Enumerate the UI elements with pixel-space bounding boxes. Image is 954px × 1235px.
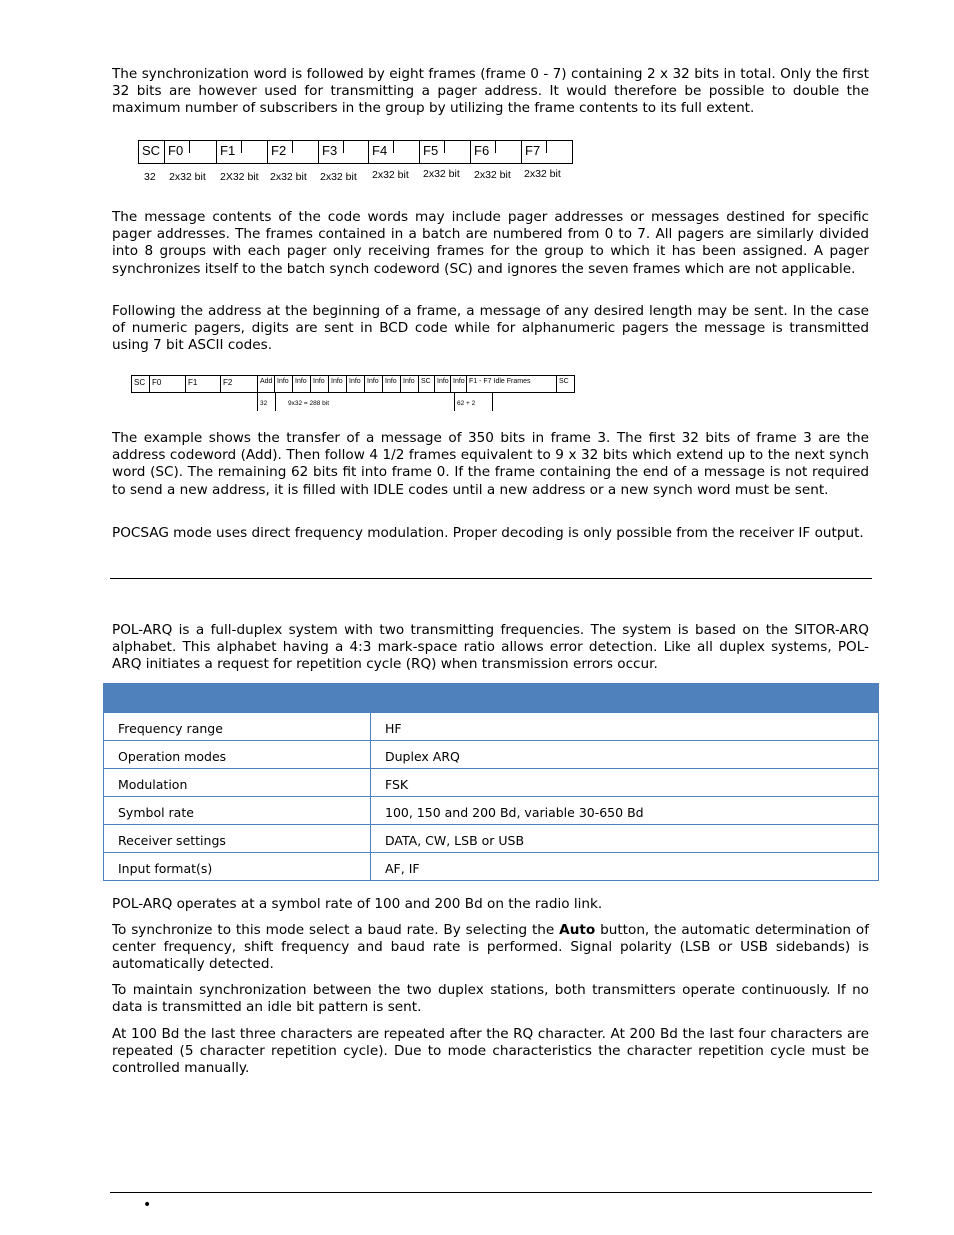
table-row [104, 825, 879, 853]
msg-label-info-bits: 9x32 = 288 bit [288, 400, 330, 407]
frame-box-f0: F0 [164, 140, 217, 164]
table-header-cell [104, 684, 371, 713]
param-value: HF [371, 713, 879, 741]
param-name: Receiver settings [104, 825, 371, 853]
msg-tick [257, 393, 258, 411]
msg-box-sc: SC [418, 375, 435, 393]
frame-box-f5: F5 [419, 140, 471, 164]
msg-box-info: Info [346, 375, 365, 393]
msg-box-f2: F2 [220, 375, 258, 393]
footer-bullet: • [143, 1197, 152, 1213]
paragraph-repetition-cycle: At 100 Bd the last three characters are repeated after the RQ character. At 200 Bd the last four characters are repeated (5 character repetition cycle). Due to mode characteristics the character repetition cycle must be controlled manually. [112, 1026, 869, 1077]
paragraph-frames-intro: The synchronization word is followed by eight frames (frame 0 - 7) containing 2 x 32 bits in total. Only the first 32 bits are however used for transmitting a pager address. It would therefore be possible to double the maximum number of subscribers in the group by utilizing the frame contents to its full extent. [112, 66, 869, 117]
msg-label-add-bits: 32 [260, 400, 268, 407]
frame-label-f3: 2x32 bit [320, 171, 357, 183]
msg-box-info: Info [310, 375, 329, 393]
frame-box-f3: F3 [318, 140, 369, 164]
param-value: AF, IF [371, 853, 879, 881]
msg-box-f1: F1 [185, 375, 221, 393]
parameter-table [103, 683, 879, 881]
msg-box-info: Info [382, 375, 401, 393]
section-divider [110, 578, 872, 579]
msg-box-add: Add [257, 375, 275, 393]
msg-box-idle-frames: F1 - F7 Idle Frames [466, 375, 557, 393]
msg-box-info: Info [292, 375, 311, 393]
frame-label-f6: 2x32 bit [474, 169, 511, 181]
batch-frame-diagram [136, 138, 576, 188]
param-name: Input format(s) [104, 853, 371, 881]
frame-box-f6: F6 [470, 140, 522, 164]
frame-box-f4: F4 [368, 140, 420, 164]
msg-box-info: Info [364, 375, 383, 393]
msg-box-info: Info [328, 375, 347, 393]
param-name: Modulation [104, 769, 371, 797]
paragraph-pocsag-modulation: POCSAG mode uses direct frequency modulation. Proper decoding is only possible from the receiver IF output. [112, 525, 864, 541]
paragraph-polarq-intro: POL-ARQ is a full-duplex system with two transmitting frequencies. The system is based on the SITOR-ARQ alphabet. This alphabet having a 4:3 mark-space ratio allows error detection. Like all duplex systems, POL-ARQ initiates a request for repetition cycle (RQ) when transmission errors occur. [112, 622, 869, 673]
msg-tick [275, 393, 276, 411]
paragraph-symbol-rate: POL-ARQ operates at a symbol rate of 100 and 200 Bd on the radio link. [112, 896, 603, 912]
table-row [104, 769, 879, 797]
table-row [104, 797, 879, 825]
footer-divider [110, 1192, 872, 1193]
param-name: Symbol rate [104, 797, 371, 825]
param-name: Frequency range [104, 713, 371, 741]
msg-tick [454, 393, 455, 411]
frame-label-f0: 2x32 bit [169, 171, 206, 183]
table-header-row [104, 684, 879, 713]
table-header-cell [371, 684, 879, 713]
paragraph-example-transfer: The example shows the transfer of a message of 350 bits in frame 3. The first 32 bits of frame 3 are the address codeword (Add). Then follow 4 1/2 frames equivalent to 9 x 32 bits which extend up to the next synch word (SC). The remaining 62 bits fit into frame 0. If the frame containing the end of a message is not required to send a new address, it is filled with IDLE codes until a new address or a new synch word must be sent. [112, 430, 869, 498]
param-value: FSK [371, 769, 879, 797]
msg-box-info: Info [450, 375, 467, 393]
frame-label-f1: 2X32 bit [220, 171, 259, 183]
table-row [104, 713, 879, 741]
param-value: Duplex ARQ [371, 741, 879, 769]
paragraph-message-length: Following the address at the beginning of a frame, a message of any desired length may be sent. In the case of numeric pagers, digits are sent in BCD code while for alphanumeric pagers the message is transmitted using 7 bit ASCII codes. [112, 303, 869, 354]
msg-label-remaining-bits: 62 + 2 [457, 400, 476, 407]
msg-box-info: Info [400, 375, 419, 393]
msg-tick [492, 393, 493, 411]
frame-label-f2: 2x32 bit [270, 171, 307, 183]
table-row [104, 853, 879, 881]
frame-label-sc: 32 [144, 171, 156, 183]
message-transfer-diagram [131, 375, 581, 413]
msg-box-f0: F0 [149, 375, 186, 393]
frame-label-f7: 2x32 bit [524, 168, 561, 180]
table-row [104, 741, 879, 769]
frame-box-f7: F7 [521, 140, 573, 164]
paragraph-duplex-sync: To maintain synchronization between the two duplex stations, both transmitters operate continuously. If no data is transmitted an idle bit pattern is sent. [112, 982, 869, 1016]
param-value: DATA, CW, LSB or USB [371, 825, 879, 853]
frame-box-f1: F1 [216, 140, 268, 164]
frame-box-sc: SC [138, 140, 165, 164]
frame-box-f2: F2 [267, 140, 319, 164]
paragraph-auto-sync: To synchronize to this mode select a baud rate. By selecting the Auto button, the automatic determination of center frequency, shift frequency and baud rate is performed. Signal polarity (LSB or USB sidebands) is automatically detected. [112, 922, 869, 973]
frame-label-f4: 2x32 bit [372, 169, 409, 181]
param-value: 100, 150 and 200 Bd, variable 30-650 Bd [371, 797, 879, 825]
msg-box-info: Info [274, 375, 293, 393]
param-name: Operation modes [104, 741, 371, 769]
msg-box-sc: SC [131, 375, 150, 393]
frame-label-f5: 2x32 bit [423, 168, 460, 180]
msg-box-info: Info [434, 375, 451, 393]
auto-keyword: Auto [559, 922, 596, 938]
msg-box-sc: SC [556, 375, 575, 393]
paragraph-message-contents: The message contents of the code words may include pager addresses or messages destined for specific pager addresses. The frames contained in a batch are numbered from 0 to 7. All pagers are similarly divided into 8 groups with each pager only receiving frames for the group to which it has been assigned. A pager synchronizes itself to the batch synch codeword (SC) and ignores the seven frames which are not applicable. [112, 209, 869, 277]
